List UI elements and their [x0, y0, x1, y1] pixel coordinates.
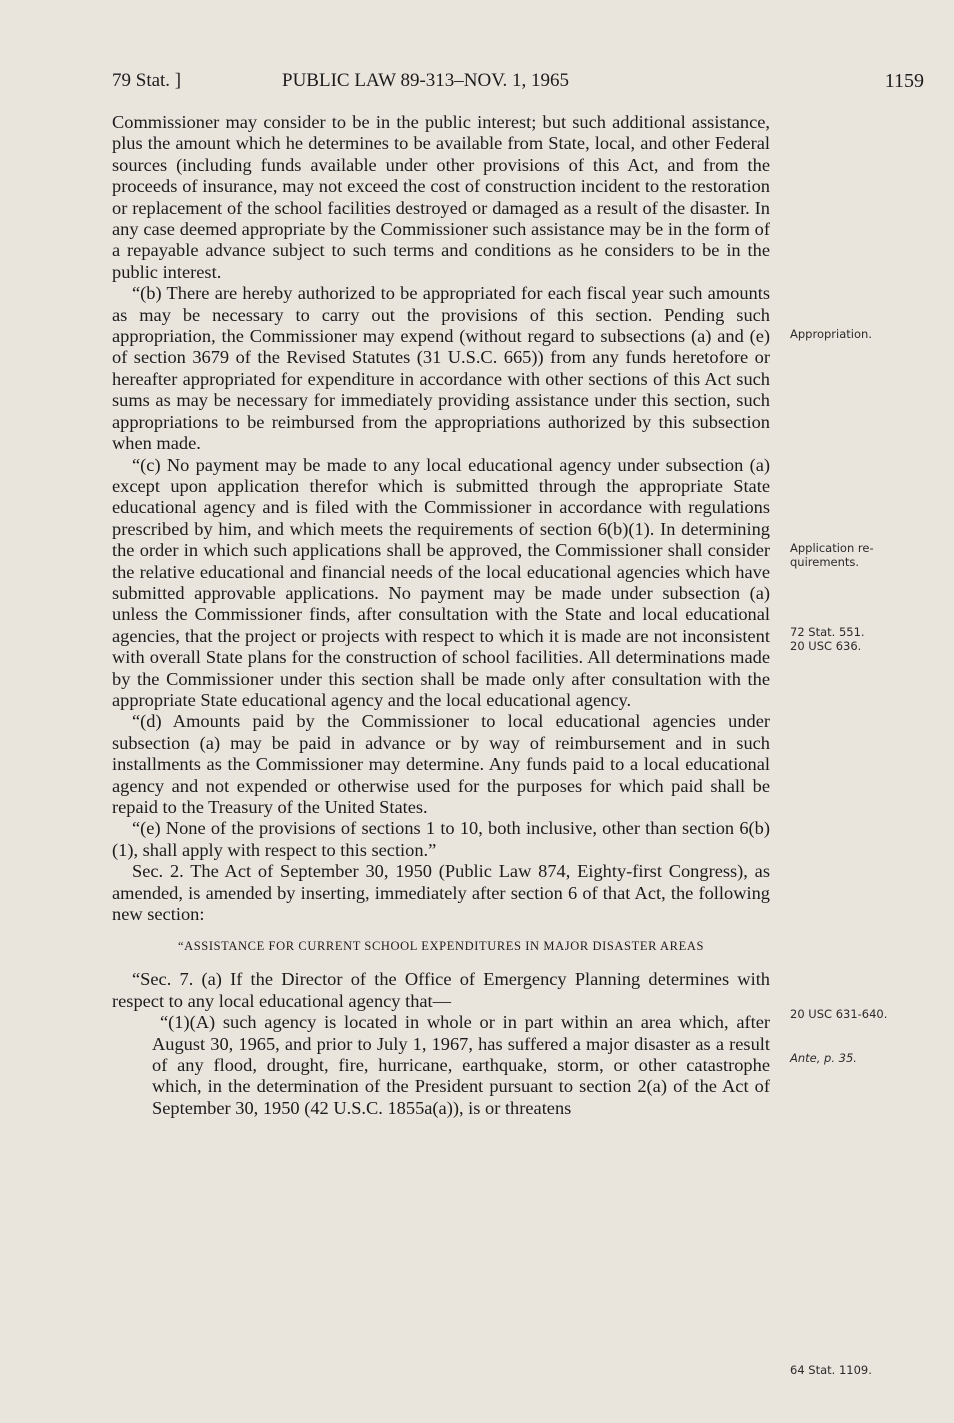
volume-reference: 79 Stat. ] [112, 70, 182, 91]
page-number: 1159 [884, 70, 924, 92]
margin-note-ante: Ante, p. 35. [790, 1051, 857, 1065]
body-text [112, 112, 770, 1119]
paragraph-section-2: Sec. 2. The Act of September 30, 1950 (Public Law 874, Eighty-first Congress), as amended, is amended by inserting, immediately after section 6 of that Act, the following new section: [112, 861, 770, 925]
clause-1a: “(1)(A) such agency is located in whole or in part within an area which, after August 30, 1965, and prior to July 1, 1967, has suffered a major disaster as a result of any flood, drought, fire, hurricane, earthquake, storm, or other catastrophe which, in the determination of the President pursuant to section 2(a) of the Act of September 30, 1950 (42 U.S.C. 1855a(a)), is or threatens [152, 1012, 770, 1118]
paragraph-subsection-b: “(b) There are hereby authorized to be appropriated for each fiscal year such amounts as may be necessary to carry out the provisions of this section. Pending such appropriation, the Commissioner may expend (without regard to subsections (a) and (e) of section 3679 of the Revised Statutes (31 U.S.C. 665)) from any funds heretofore or hereafter appropriated for expenditure in accordance with other sections of this Act such sums as may be necessary for immediately providing assistance under this section, such appropriations to be reimbursed from the appropriations authorized by this subsection when made. [112, 283, 770, 454]
margin-note-usc-631-640: 20 USC 631-640. [790, 1007, 888, 1021]
paragraph-section-7-intro: “Sec. 7. (a) If the Director of the Office of Emergency Planning determines with respect to any local educational agency that— [112, 969, 770, 1011]
paragraph-subsection-e: “(e) None of the provisions of sections 1 to 10, both inclusive, other than section 6(b)(1), shall apply with respect to this section.” [112, 818, 770, 860]
margin-note-stat-551: 72 Stat. 551. [790, 625, 865, 639]
paragraph-subsection-d: “(d) Amounts paid by the Commissioner to local educational agencies under subsection (a) may be paid in advance or by way of reimbursement and in such installments as the Commissioner may determine. Any funds paid to a local educational agency and not expended or otherwise used for the purposes for which paid shall be repaid to the Treasury of the United States. [112, 711, 770, 817]
margin-note-appropriation: Appropriation. [790, 327, 872, 341]
page-header [112, 70, 924, 98]
paragraph-subsection-c: “(c) No payment may be made to any local educational agency under subsection (a) except upon application therefor which is submitted through the appropriate State educational agency and is filed with the Commissioner in accordance with regulations prescribed by him, and which meets the requirements of section 6(b)(1). In determining the order in which such applications shall be approved, the Commissioner shall consider the relative educational and financial needs of the local educational agencies which have submitted approvable applications. No payment may be made under subsection (a) unless the Commissioner finds, after consultation with the State and local educational agencies, that the project or projects with respect to which it is made are not inconsistent with overall State plans for the construction of school facilities. All determinations made by the Commissioner under this section shall be made only after consultation with the appropriate State educational agency and the local educational agency. [112, 454, 770, 710]
margin-note-application-line2: quirements. [790, 555, 860, 569]
running-title: PUBLIC LAW 89-313–NOV. 1, 1965 [282, 70, 570, 91]
margin-note-usc-636: 20 USC 636. [790, 639, 862, 653]
margin-note-stat-1109: 64 Stat. 1109. [790, 1363, 872, 1377]
margin-note-application-line1: Application re- [790, 541, 874, 555]
paragraph-continuation: Commissioner may consider to be in the public interest; but such additional assistance, plus the amount which he determines to be available from State, local, and other Federal sources (including funds available under other provisions of this Act, and from the proceeds of insurance, may not exceed the cost of construction incident to the restoration or replacement of the school facilities destroyed or damaged as a result of the disaster. In any case deemed appropriate by the Commissioner such assistance may be in the form of a repayable advance subject to such terms and conditions as he considers to be in the public interest. [112, 112, 770, 282]
section-heading: “ASSISTANCE FOR CURRENT SCHOOL EXPENDITURES IN MAJOR DISASTER AREAS [177, 939, 705, 954]
